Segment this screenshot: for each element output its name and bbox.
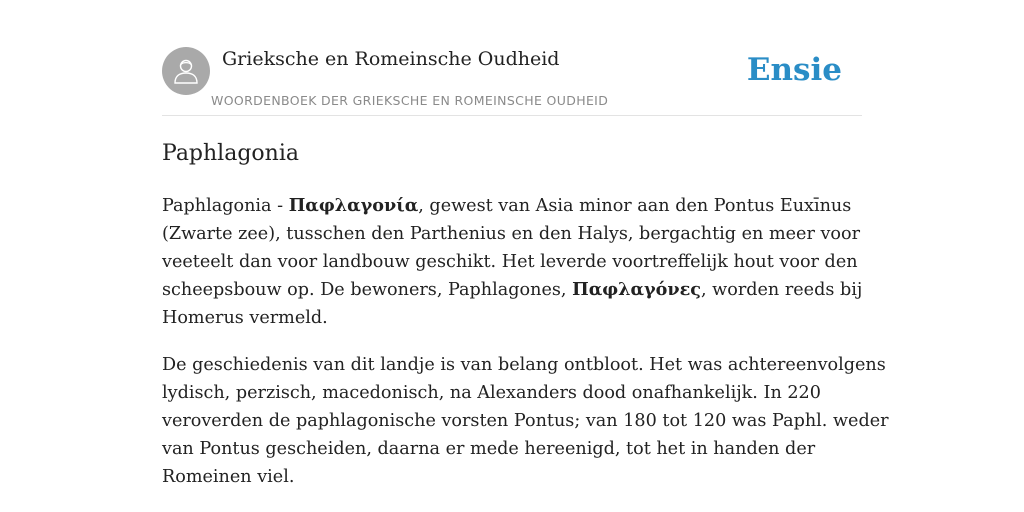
greek-term: Παφλαγονία — [288, 195, 419, 216]
avatar[interactable] — [162, 47, 210, 95]
site-subtitle: WOORDENBOEK DER GRIEKSCHE EN ROMEINSCHE OUDHEID — [211, 93, 609, 108]
text-line: lydisch, perzisch, macedonisch, na Alexanders dood onafhankelijk. In 220 — [162, 383, 821, 403]
text-line: De geschiedenis van dit landje is van belang ontbloot. Het was achtereenvolgens — [162, 355, 886, 375]
text-segment: scheepsbouw op. De bewoners, Paphlagones, — [162, 280, 573, 300]
page-title: Paphlagonia — [162, 141, 299, 166]
text-line — [162, 192, 874, 220]
article-paragraph — [162, 192, 874, 332]
greek-term: Παφλαγόνες — [572, 279, 701, 300]
text-segment: , worden reeds bij — [701, 280, 863, 300]
site-title[interactable]: Grieksche en Romeinsche Oudheid — [222, 48, 560, 70]
text-segment: Paphlagonia - — [162, 196, 289, 216]
text-line — [162, 276, 874, 304]
text-line: Homerus vermeld. — [162, 308, 328, 328]
text-line: van Pontus gescheiden, daarna er mede hereenigd, tot het in handen der — [162, 439, 816, 459]
text-segment: , gewest van Asia minor aan den Pontus Euxīnus — [418, 196, 852, 216]
user-icon — [173, 57, 199, 85]
article-body — [162, 192, 889, 510]
article-paragraph — [162, 351, 889, 491]
text-line: veeteelt dan voor landbouw geschikt. Het leverde voortreffelijk hout voor den — [162, 252, 858, 272]
text-line: Romeinen viel. — [162, 467, 295, 487]
header-divider — [162, 115, 862, 116]
text-line: veroverden de paphlagonische vorsten Pontus; van 180 tot 120 was Paphl. weder — [162, 411, 889, 431]
brand-logo[interactable]: Ensie — [746, 52, 842, 88]
text-line: (Zwarte zee), tusschen den Parthenius en den Halys, bergachtig en meer voor — [162, 224, 861, 244]
